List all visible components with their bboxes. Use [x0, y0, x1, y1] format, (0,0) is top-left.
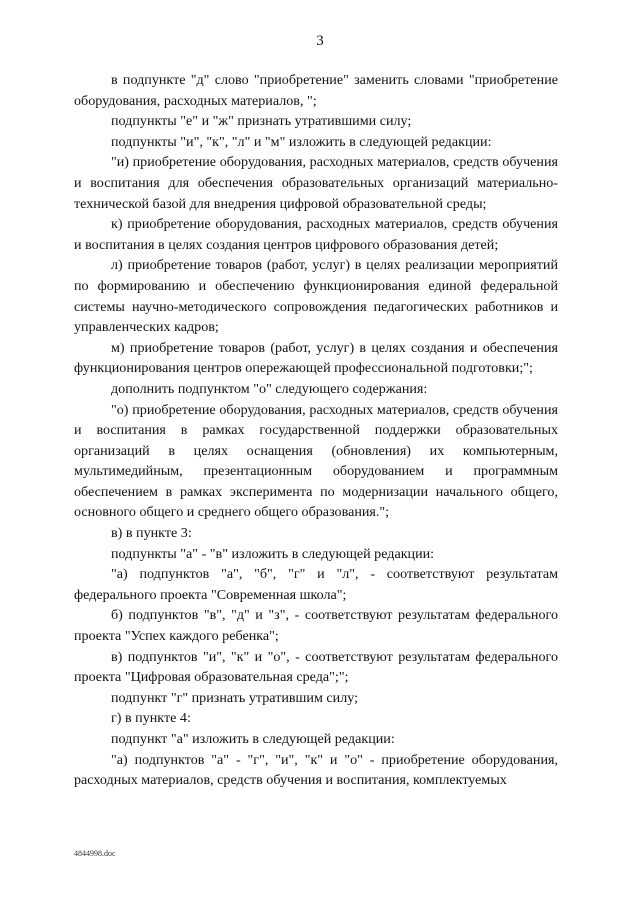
paragraph: л) приобретение товаров (работ, услуг) в целях реализации мероприятий по формированию и обеспечению функционирования единой федеральной системы научно-методического сопровождения педагогических работников и управленческих кадров;	[74, 257, 558, 336]
paragraph: "а) подпунктов "а", "б", "г" и "л", - соответствуют результатам федерального проекта "Современная школа";	[74, 566, 558, 603]
paragraph: к) приобретение оборудования, расходных материалов, средств обучения и воспитания в целях создания центров цифрового образования детей;	[74, 216, 558, 253]
paragraph: в) подпунктов "и", "к" и "о", - соответствуют результатам федерального проекта "Цифровая образовательная среда";";	[74, 648, 558, 686]
document-filename-footer: 4844998.doc	[74, 849, 116, 858]
paragraph: подпункт "а" изложить в следующей редакции:	[111, 731, 395, 747]
paragraph: подпункты "и", "к", "л" и "м" изложить в следующей редакции:	[111, 133, 492, 150]
paragraph: подпункты "е" и "ж" признать утратившими силу;	[111, 113, 412, 130]
paragraph: подпункты "а" - "в" изложить в следующей редакции:	[111, 545, 435, 562]
paragraph: "а) подпунктов "а" - "г", "и", "к" и "о" - приобретение оборудования, расходных материалов, средств обучения и воспитания, комплектуемых	[74, 751, 558, 789]
paragraph: г) в пункте 4:	[111, 710, 191, 727]
paragraph: "и) приобретение оборудования, расходных материалов, средств обучения и воспитания для обеспечения образовательных организаций материально-технической базой для внедрения цифровой образовательной среды;	[74, 154, 558, 212]
paragraph: м) приобретение товаров (работ, услуг) в целях создания и обеспечения функционирования центров опережающей профессиональной подготовки;";	[74, 339, 558, 377]
paragraph: в) в пункте 3:	[111, 525, 192, 542]
paragraph: б) подпунктов "в", "д" и "з", - соответствуют результатам федерального проекта "Успех каждого ребенка";	[74, 607, 558, 645]
paragraph: в подпункте "д" слово "приобретение" заменить словами "приобретение оборудования, расходных материалов, ";	[74, 72, 558, 109]
paragraph: дополнить подпунктом "о" следующего содержания:	[111, 380, 428, 397]
page-number: 3	[316, 33, 324, 49]
paragraph: "о) приобретение оборудования, расходных материалов, средств обучения и воспитания в рамках государственной поддержки образовательных организаций в целях оснащения (обновления) их компьютерным, мультимедийным, презентационным оборудованием и программным обеспечением в рамках эксперимента по модернизации начального общего, основного общего и среднего общего образования.";	[74, 401, 558, 521]
paragraph: подпункт "г" признать утратившим силу;	[111, 689, 358, 706]
document-body	[74, 70, 558, 791]
